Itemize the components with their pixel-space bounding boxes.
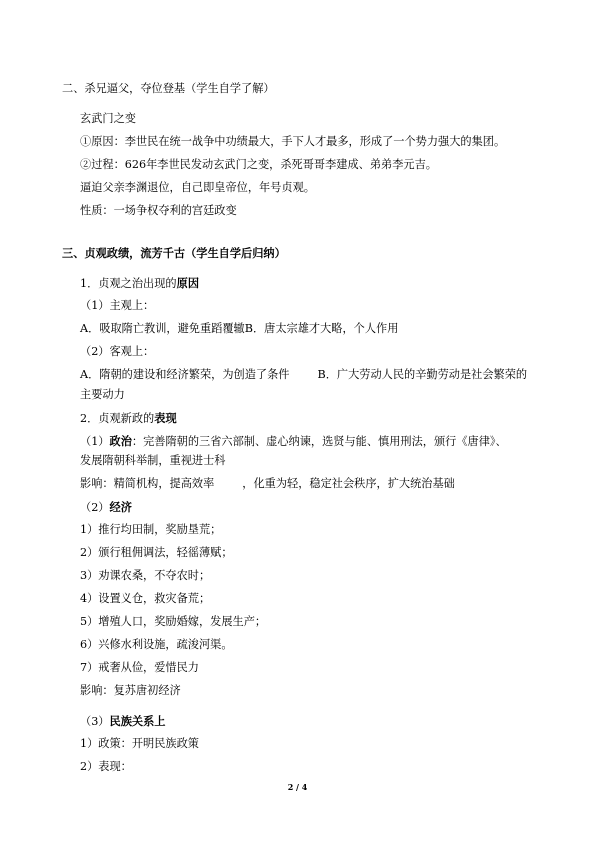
economy-item: 5）增殖人口，奖励婚嫁，发展生产； xyxy=(80,615,267,628)
ethnic-heading xyxy=(80,714,165,729)
point-2-text: 2．贞观新政的 xyxy=(80,412,155,425)
economy-impact: 影响：复苏唐初经济 xyxy=(80,684,181,697)
subjective-label: （1）主观上： xyxy=(80,299,155,312)
objective-label: （2）客观上： xyxy=(80,345,155,358)
subjective-item-a: A．吸取隋亡教训，避免重蹈覆辙 xyxy=(80,322,245,335)
point-2-bold: 表现 xyxy=(154,411,177,425)
economy-item: 1）推行均田制，奖励垦荒； xyxy=(80,523,222,536)
economy-label: （2） xyxy=(80,501,110,514)
politics-line-2: 发展隋朝科举制，重视进士科 xyxy=(80,454,226,467)
ethnic-bold: 民族关系上 xyxy=(109,714,166,728)
section-3-heading: 三、贞观政绩，流芳千古（学生自学后归纳） xyxy=(62,246,286,260)
economy-item: 6）兴修水利设施，疏浚河渠。 xyxy=(80,638,233,651)
ethnic-item: 2）表现： xyxy=(80,760,132,773)
xuanwu-cause: ①原因：李世民在统一战争中功绩最大，手下人才最多，形成了一个势力强大的集团。 xyxy=(80,135,506,148)
economy-bold: 经济 xyxy=(109,500,132,514)
economy-item: 7）戒奢从俭，爱惜民力 xyxy=(80,661,199,674)
point-1 xyxy=(80,276,199,291)
ethnic-label: （3） xyxy=(80,715,110,728)
economy-item: 4）设置义仓，救灾备荒； xyxy=(80,592,211,605)
page-number: 2 / 4 xyxy=(287,782,308,792)
xuanwu-process: ②过程：626年李世民发动玄武门之变，杀死哥哥李建成、弟弟李元吉。 xyxy=(80,158,437,171)
point-1-text: 1．贞观之治出现的 xyxy=(80,277,177,290)
politics-label: （1） xyxy=(80,435,110,448)
politics-impact-b: ，化重为轻，稳定社会秩序，扩大统治基础 xyxy=(242,477,455,490)
objective-item-a: A．隋朝的建设和经济繁荣，为创造了条件 xyxy=(80,368,290,381)
politics-impact xyxy=(80,477,455,491)
xuanwu-nature: 性质：一场争权夺利的宫廷政变 xyxy=(80,204,237,217)
xuanwu-result: 逼迫父亲李渊退位，自己即皇帝位，年号贞观。 xyxy=(80,181,315,194)
politics-bold: 政治 xyxy=(109,434,132,448)
economy-item: 3）劝课农桑，不夺农时； xyxy=(80,569,211,582)
politics-text: ：完善隋朝的三省六部制、虚心纳谏，选贤与能、慎用刑法，颁行《唐律》、 xyxy=(131,435,507,448)
politics-line xyxy=(80,434,507,449)
ethnic-item: 1）政策：开明民族政策 xyxy=(80,737,199,750)
subjective-item-b: B．唐太宗雄才大略，个人作用 xyxy=(244,322,399,335)
section-2-heading: 二、杀兄逼父，夺位登基（学生自学了解） xyxy=(62,82,275,95)
economy-heading xyxy=(80,500,132,515)
economy-item: 2）颁行租佣调法，轻徭薄赋； xyxy=(80,546,233,559)
xuanwu-title: 玄武门之变 xyxy=(80,112,136,125)
subjective-items xyxy=(80,322,398,336)
objective-items xyxy=(80,368,527,382)
objective-item-b: B．广大劳动人民的辛勤劳动是社会繁荣的 xyxy=(317,368,528,381)
objective-item-b-cont: 主要动力 xyxy=(80,388,125,401)
point-2 xyxy=(80,411,177,426)
politics-impact-a: 影响：精简机构，提高效率 xyxy=(80,477,215,490)
point-1-bold: 原因 xyxy=(176,276,200,290)
